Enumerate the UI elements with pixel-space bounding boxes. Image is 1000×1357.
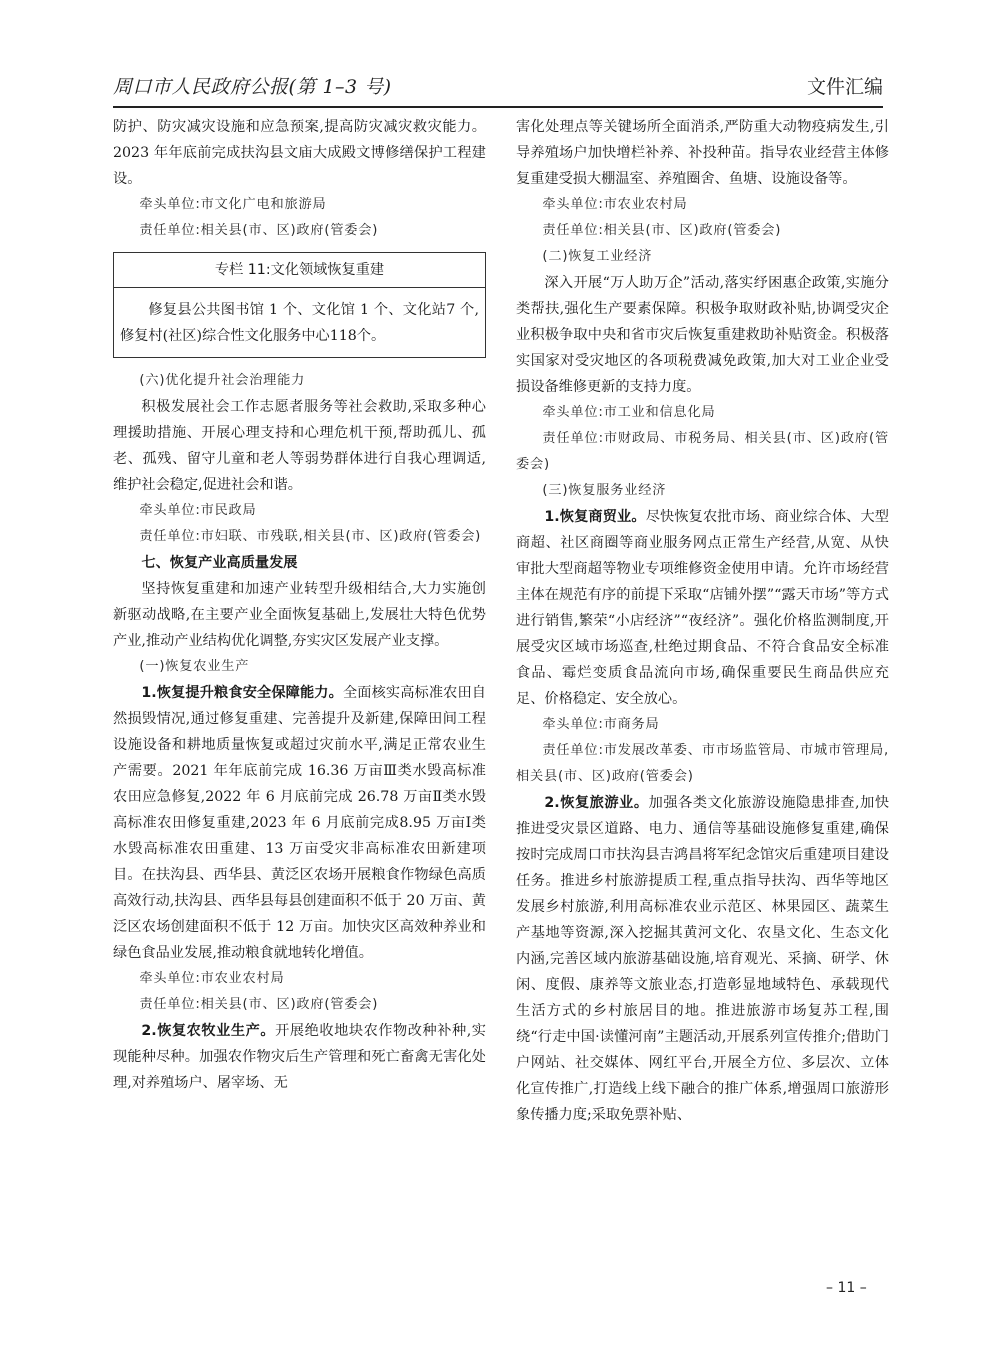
subsection-heading: (一)恢复农业生产 <box>139 659 250 674</box>
paragraph <box>113 1018 486 1096</box>
responsible-unit: 责任单位:相关县(市、区)政府(管委会) <box>139 997 379 1012</box>
paragraph: 深入开展“万人助万企”活动,落实纾困惠企政策,实施分类帮扶,强化生产要素保障。积极争取财政补贴,协调受灾企业积极争取中央和省市灾后恢复重建救助补贴资金。积极落实国家对受灾地区的各项税费减免政策,加大对工业企业受损设备维修更新的支持力度。 <box>516 275 889 395</box>
publication-title: 周口市人民政府公报(第 1–3 号) <box>113 76 392 98</box>
box-body: 修复县公共图书馆 1 个、文化馆 1 个、文化站7 个,修复村(社区)综合性文化服务中心118个。 <box>120 302 479 344</box>
right-column <box>516 114 889 1128</box>
lead-unit: 牵头单位:市工业和信息化局 <box>542 405 716 420</box>
subsection-heading: (二)恢复工业经济 <box>542 249 653 264</box>
lead-unit: 牵头单位:市农业农村局 <box>542 197 688 212</box>
special-column-box <box>113 252 486 358</box>
header-divider <box>113 106 883 108</box>
subsection-heading: (六)优化提升社会治理能力 <box>139 373 306 388</box>
page-header <box>113 72 883 106</box>
section-heading: 七、恢复产业高质量发展 <box>141 555 298 571</box>
lead-unit: 牵头单位:市商务局 <box>542 717 660 732</box>
responsible-unit: 责任单位:市妇联、市残联,相关县(市、区)政府(管委会) <box>139 529 482 544</box>
paragraph: 坚持恢复重建和加速产业转型升级相结合,大力实施创新驱动战略,在主要产业全面恢复基础上,发展壮大特色优势产业,推动产业结构优化调整,夯实灾区发展产业支撑。 <box>113 581 486 649</box>
subsection-heading: (三)恢复服务业经济 <box>542 483 667 498</box>
item-heading: 1.恢复提升粮食安全保障能力。 <box>141 685 343 701</box>
responsible-unit: 责任单位:相关县(市、区)政府(管委会) <box>542 223 782 238</box>
item-heading: 2.恢复旅游业。 <box>544 795 649 811</box>
item-heading: 1.恢复商贸业。 <box>544 509 646 525</box>
left-column <box>113 114 486 1096</box>
paragraph <box>113 680 486 966</box>
responsible-unit: 责任单位:市财政局、市税务局、相关县(市、区)政府(管委会) <box>516 431 889 472</box>
paragraph: 防护、防灾减灾设施和应急预案,提高防灾减灾救灾能力。2023 年年底前完成扶沟县文庙大成殿文博修缮保护工程建设。 <box>113 119 486 187</box>
item-heading: 2.恢复农牧业生产。 <box>141 1023 276 1039</box>
paragraph: 害化处理点等关键场所全面消杀,严防重大动物疫病发生,引导养殖场户加快增栏补养、补投种苗。指导农业经营主体修复重建受损大棚温室、养殖圈舍、鱼塘、设施设备等。 <box>516 119 889 187</box>
paragraph: 积极发展社会工作志愿者服务等社会救助,采取多种心理援助措施、开展心理支持和心理危机干预,帮助孤儿、孤老、孤残、留守儿童和老人等弱势群体进行自我心理调适,维护社会稳定,促进社会和谐。 <box>113 399 486 493</box>
item-text: 加强各类文化旅游设施隐患排查,加快推进受灾景区道路、电力、通信等基础设施修复重建,确保按时完成周口市扶沟县吉鸿昌将军纪念馆灾后重建项目建设任务。推进乡村旅游提质工程,重点指导扶沟、西华等地区发展乡村旅游,利用高标准农业示范区、林果园区、蔬菜生产基地等资源,深入挖掘其黄河文化、农垦文化、生态文化内涵,完善区域内旅游基础设施,培育观光、采摘、研学、休闲、度假、康养等文旅业态,打造彰显地域特色、承载现代生活方式的乡村旅居目的地。推进旅游市场复苏工程,围绕“行走中国·读懂河南”主题活动,开展系列宣传推介;借助门户网站、社交媒体、网红平台,开展全方位、多层次、立体化宣传推广,打造线上线下融合的推广体系,增强周口旅游形象传播力度;采取免票补贴、 <box>516 795 890 1123</box>
responsible-unit: 责任单位:相关县(市、区)政府(管委会) <box>139 223 379 238</box>
item-text: 尽快恢复农批市场、商业综合体、大型商超、社区商圈等商业服务网点正常生产经营,从宽、从快审批大型商超等物业专项维修资金使用申请。允许市场经营主体在规范有序的前提下采取“店铺外摆”“露天市场”等方式进行销售,繁荣“小店经济”“夜经济”。强化价格监测制度,开展受灾区域市场巡查,杜绝过期食品、不符合食品安全标准食品、霉烂变质食品流向市场,确保重要民生商品供应充足、价格稳定、安全放心。 <box>516 509 889 707</box>
box-title: 专栏 11:文化领域恢复重建 <box>114 253 485 288</box>
lead-unit: 牵头单位:市文化广电和旅游局 <box>139 197 327 212</box>
page-number: – 11 – <box>826 1280 867 1296</box>
item-text: 开展绝收地块农作物改种补种,实现能种尽种。加强农作物灾后生产管理和死亡畜禽无害化处理,对养殖场户、屠宰场、无 <box>113 1023 486 1091</box>
lead-unit: 牵头单位:市民政局 <box>139 503 257 518</box>
paragraph <box>516 790 889 1128</box>
item-text: 全面核实高标准农田自然损毁情况,通过修复重建、完善提升及新建,保障田间工程设施设备和耕地质量恢复或超过灾前水平,满足正常农业生产需要。2021 年年底前完成 16.36 万亩Ⅲ类水毁高标准农田应急修复,2022 年 6 月底前完成 26.78 万亩Ⅱ类水毁高标准农田修复重建,2023 年 6 月底前完成8.95 万亩Ⅰ类水毁高标准农田重建、13 万亩受灾非高标准农田新建项目。在扶沟县、西华县、黄泛区农场开展粮食作物绿色高质高效行动,扶沟县、西华县每县创建面积不低于 20 万亩、黄泛区农场创建面积不低于 12 万亩。加快灾区高效种养业和绿色食品业发展,推动粮食就地转化增值。 <box>113 685 486 961</box>
lead-unit: 牵头单位:市农业农村局 <box>139 971 285 986</box>
responsible-unit: 责任单位:市发展改革委、市市场监管局、市城市管理局,相关县(市、区)政府(管委会) <box>516 743 889 784</box>
paragraph <box>516 504 889 712</box>
section-title: 文件汇编 <box>806 76 883 98</box>
